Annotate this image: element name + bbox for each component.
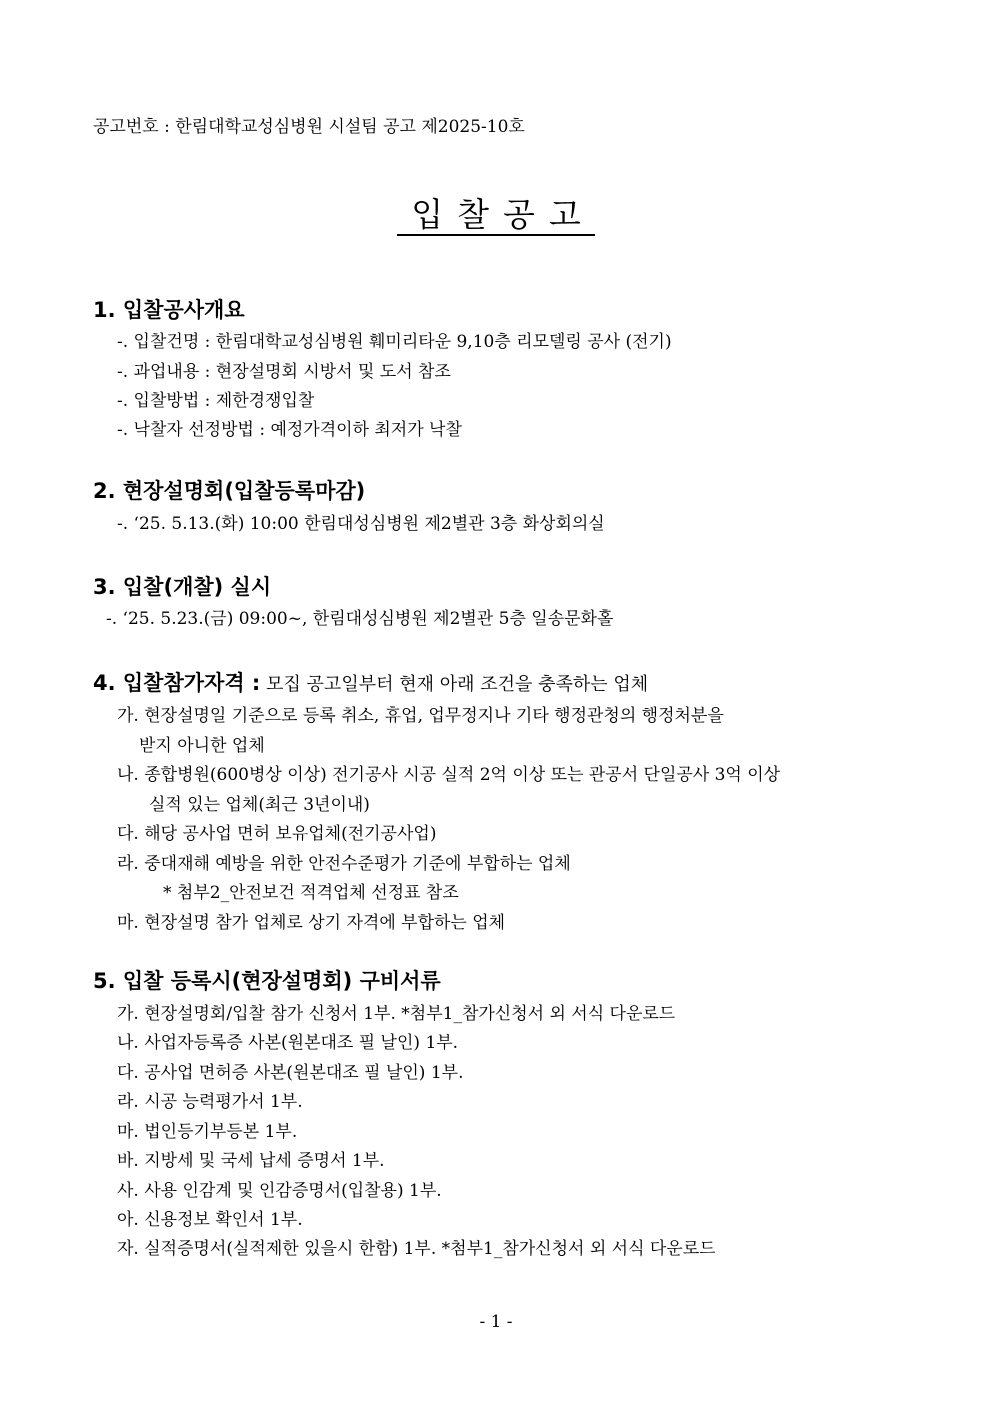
section-4-item: 나. 종합병원(600병상 이상) 전기공사 시공 실적 2억 이상 또는 관공서 단일공사 3억 이상: [117, 765, 781, 785]
notice-number: 공고번호 : 한림대학교성심병원 시설팀 공고 제2025-10호: [93, 117, 525, 137]
section-1-item: -. 입찰방법 : 제한경쟁입찰: [117, 391, 315, 411]
section-5-item: 가. 현장설명회/입찰 참가 신청서 1부. *첨부1_참가신청서 외 서식 다운로드: [117, 1004, 676, 1024]
section-1-item: -. 낙찰자 선정방법 : 예정가격이하 최저가 낙찰: [117, 420, 462, 440]
section-4-item: 가. 현장설명일 기준으로 등록 취소, 휴업, 업무정지나 기타 행정관청의 행정처분을: [117, 706, 724, 726]
section-4-subheading: 모집 공고일부터 현재 아래 조건을 충족하는 업체: [260, 674, 649, 695]
section-4-item: 마. 현장설명 참가 업체로 상기 자격에 부합하는 업체: [117, 913, 506, 933]
section-3-item: -. ‘25. 5.23.(금) 09:00~, 한림대성심병원 제2별관 5층 일송문화홀: [106, 609, 614, 629]
section-4-heading-text: 4. 입찰참가자격 :: [93, 671, 261, 695]
section-1-item: -. 과업내용 : 현장설명회 시방서 및 도서 참조: [117, 362, 451, 382]
section-4-item-continuation: 실적 있는 업체(최근 3년이내): [149, 795, 370, 815]
section-4-heading: [93, 670, 648, 698]
document-title-text: 입찰공고: [397, 195, 595, 236]
section-1-item: -. 입찰건명 : 한림대학교성심병원 훼미리타운 9,10층 리모델링 공사 (전기): [117, 332, 672, 352]
section-4-item: 라. 중대재해 예방을 위한 안전수준평가 기준에 부합하는 업체: [117, 854, 571, 874]
section-2-heading: 2. 현장설명회(입찰등록마감): [93, 479, 366, 503]
section-4-item-continuation: 받지 아니한 업체: [139, 736, 265, 756]
section-2-item: -. ‘25. 5.13.(화) 10:00 한림대성심병원 제2별관 3층 화상회의실: [117, 514, 605, 534]
section-5-item: 아. 신용정보 확인서 1부.: [117, 1210, 303, 1230]
section-4-note: * 첨부2_안전보건 적격업체 선정표 참조: [163, 883, 459, 903]
section-5-item: 바. 지방세 및 국세 납세 증명서 1부.: [117, 1151, 385, 1171]
section-5-heading: 5. 입찰 등록시(현장설명회) 구비서류: [93, 969, 441, 993]
section-5-item: 사. 사용 인감계 및 인감증명서(입찰용) 1부.: [117, 1181, 442, 1201]
section-5-item: 나. 사업자등록증 사본(원본대조 필 날인) 1부.: [117, 1033, 459, 1053]
section-5-item: 마. 법인등기부등본 1부.: [117, 1122, 298, 1142]
section-5-item: 자. 실적증명서(실적제한 있을시 한함) 1부. *첨부1_참가신청서 외 서식 다운로드: [117, 1239, 716, 1259]
page-number: - 1 -: [479, 1312, 513, 1332]
section-5-item: 다. 공사업 면허증 사본(원본대조 필 날인) 1부.: [117, 1063, 464, 1083]
section-1-heading: 1. 입찰공사개요: [93, 298, 245, 322]
section-3-heading: 3. 입찰(개찰) 실시: [93, 575, 272, 599]
section-4-item: 다. 해당 공사업 면허 보유업체(전기공사업): [117, 824, 437, 844]
document-title: [0, 194, 992, 236]
section-5-item: 라. 시공 능력평가서 1부.: [117, 1092, 303, 1112]
